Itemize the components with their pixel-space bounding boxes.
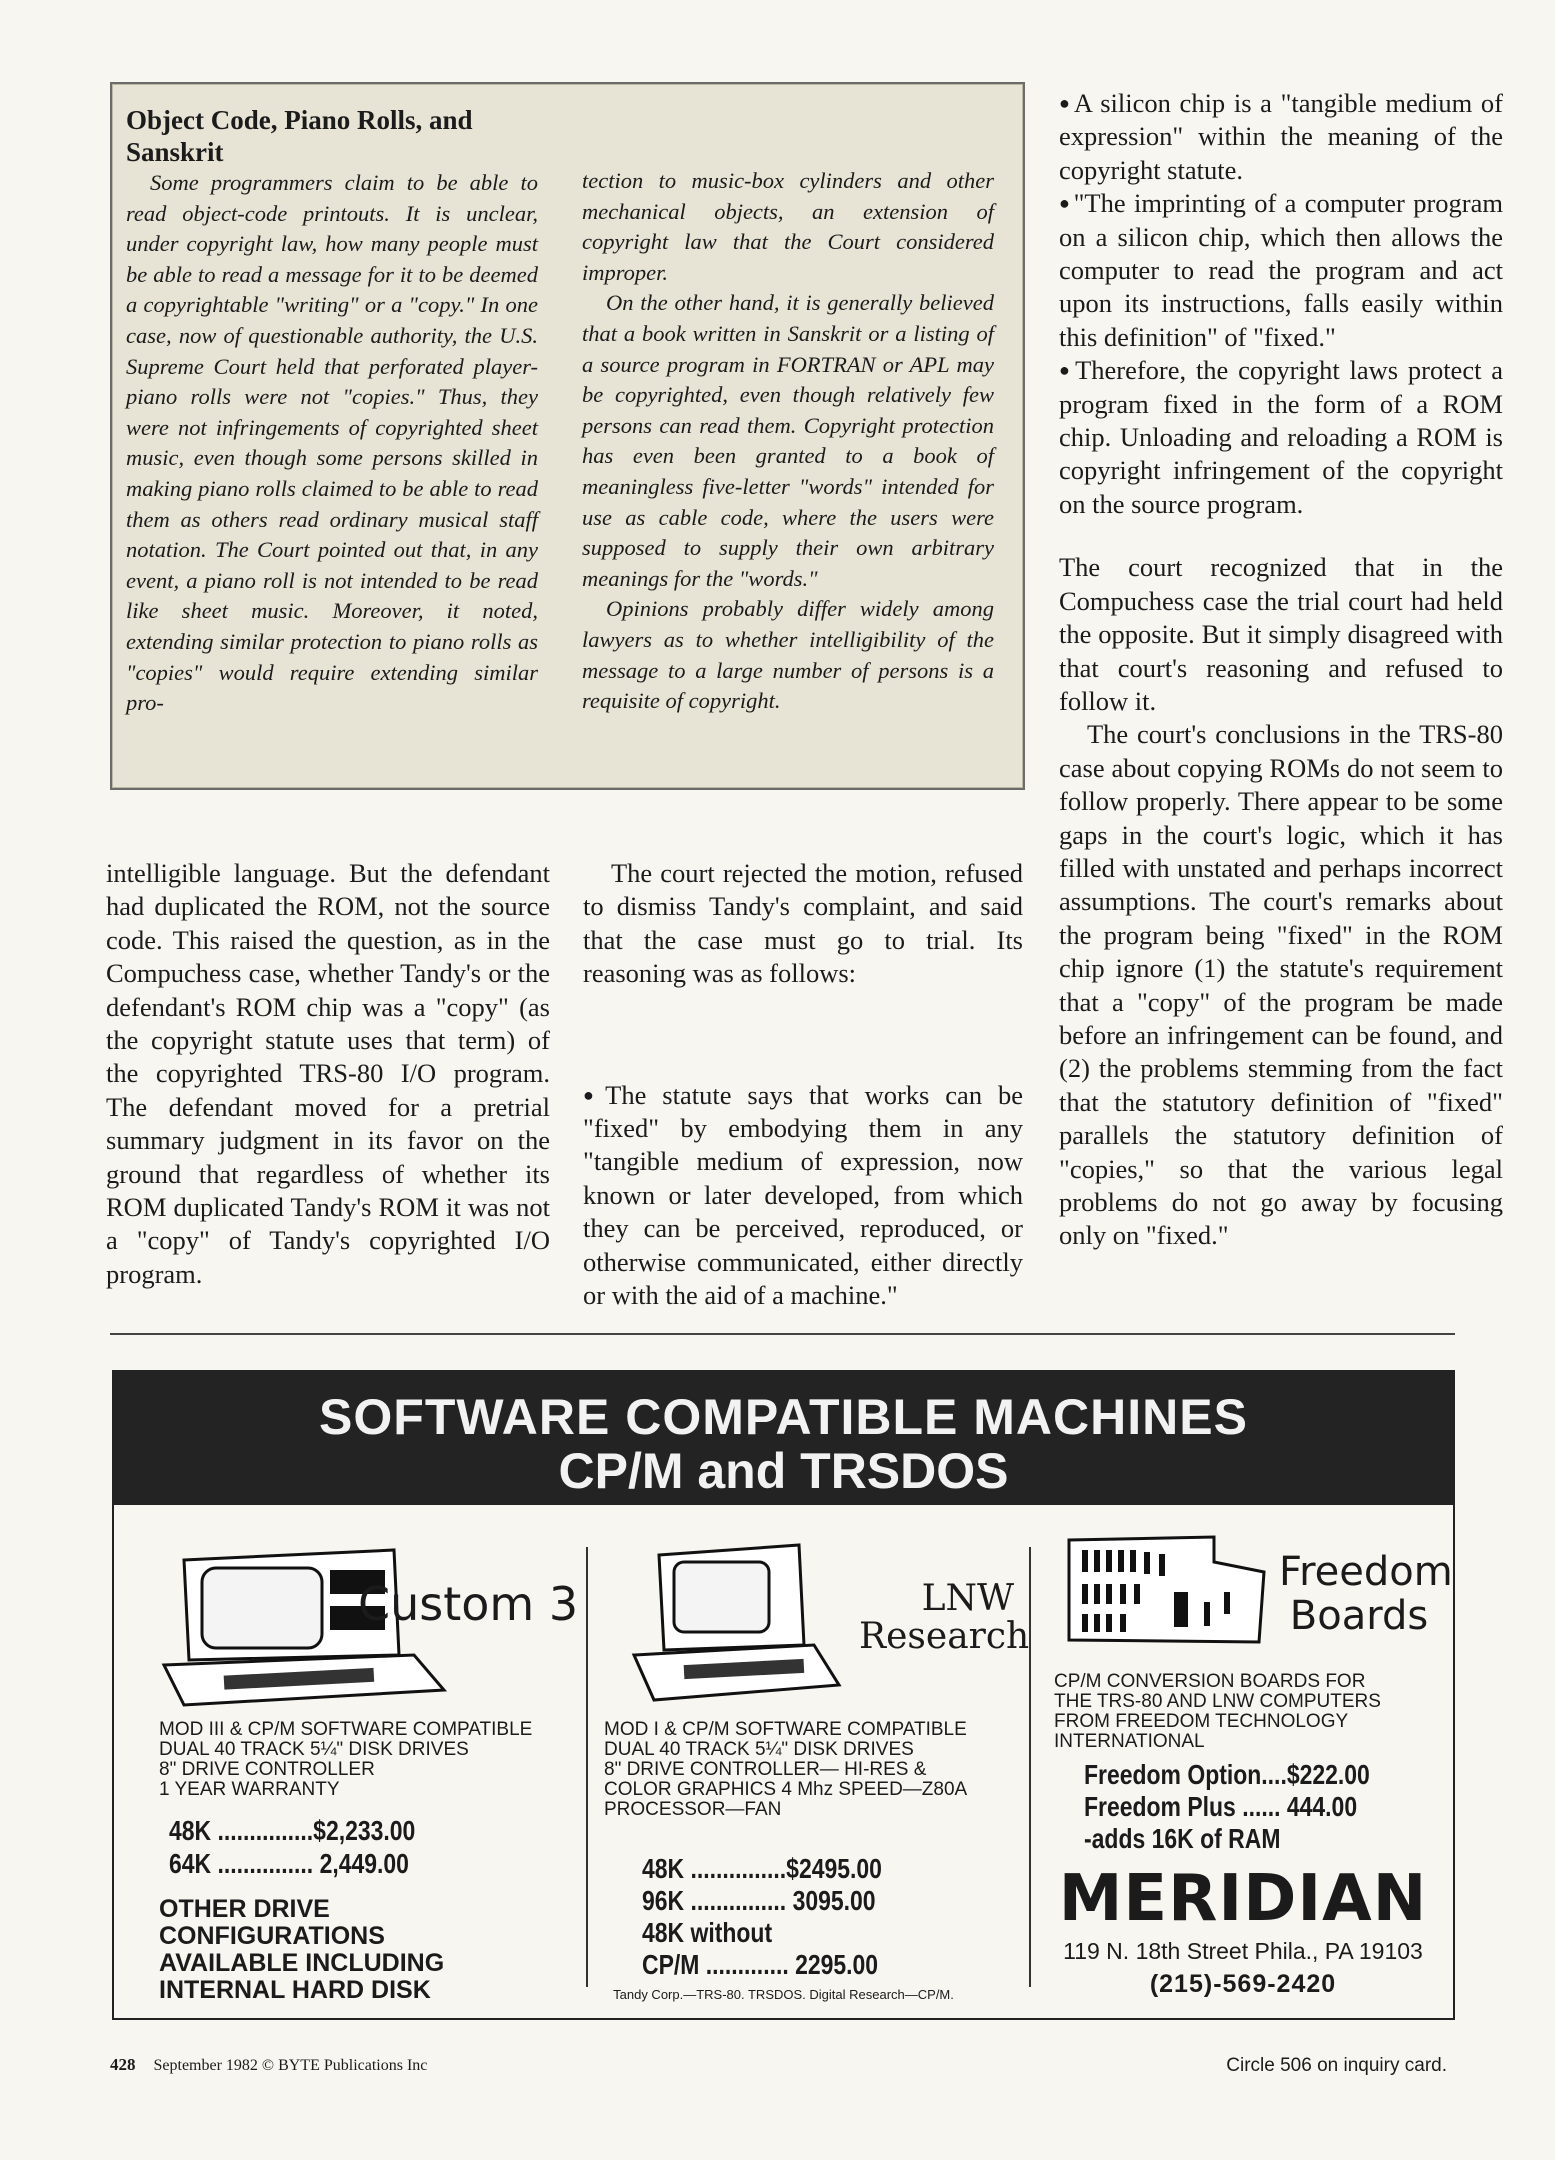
lnw-price-48k: 48K ...............$2495.00 xyxy=(642,1853,882,1884)
article-column-1 xyxy=(106,857,550,1291)
ad-trademark-footnote: Tandy Corp.—TRS-80. TRSDOS. Digital Research—CP/M. xyxy=(613,1987,954,2002)
lnw-brand xyxy=(859,1578,1030,1657)
custom3-price-64k: 64K ............... 2,449.00 xyxy=(169,1848,409,1879)
article-bullet xyxy=(1059,87,1503,187)
bullet-icon xyxy=(1059,88,1074,118)
custom3-brand: Custom 3 xyxy=(358,1577,579,1631)
sidebar-title: Object Code, Piano Rolls, and Sanskrit xyxy=(126,105,473,167)
article-paragraph: The court rejected the motion, refused to dismiss Tandy's complaint, and said that the case must go to trial. Its reasoning was as follows: xyxy=(583,858,1023,989)
desc-line: PROCESSOR—FAN xyxy=(604,1799,782,1820)
sidebar-right-column xyxy=(582,166,994,717)
freedom-option-price: Freedom Option....$222.00 xyxy=(1084,1759,1370,1790)
desc-line: COLOR GRAPHICS 4 Mhz SPEED—Z80A xyxy=(604,1779,968,1800)
desc-line: 8" DRIVE CONTROLLER— HI-RES & xyxy=(604,1759,927,1780)
article-paragraph: intelligible language. But the defendant had duplicated the ROM, not the source code. This raised the question, as in the Compuchess case, whether Tandy's or the defendant's ROM chip was a "copy" (as the copyright statute uses that term) of the copyrighted TRS-80 I/O program. The defendant moved for a pretrial summary judgment in its favor on the ground that regardless of whether its ROM duplicated Tandy's ROM it was not a "copy" of Tandy's copyrighted I/O program. xyxy=(106,858,550,1289)
page-number: 428 xyxy=(110,2055,136,2074)
desc-line: 1 YEAR WARRANTY xyxy=(159,1779,340,1800)
custom3-price-48k: 48K ...............$2,233.00 xyxy=(169,1815,416,1846)
ad-headline: SOFTWARE COMPATIBLE MACHINES xyxy=(319,1389,1248,1445)
brand-line: Boards xyxy=(1289,1593,1429,1639)
meridian-logo: MERIDIAN xyxy=(1058,1862,1428,1936)
freedom-description xyxy=(1054,1672,1381,1752)
sidebar-paragraph: Opinions probably differ widely among lawyers as to whether intelligibility of the message to a large number of persons is a requisite of copyright. xyxy=(582,596,994,714)
desc-line: MOD I & CP/M SOFTWARE COMPATIBLE xyxy=(604,1719,967,1740)
circuit-board-icon xyxy=(1064,1532,1274,1647)
ad-column-divider xyxy=(586,1547,588,1987)
freedom-brand xyxy=(1279,1549,1453,1639)
desc-line: DUAL 40 TRACK 5¼" DISK DRIVES xyxy=(604,1739,914,1760)
bullet-text: Therefore, the copyright laws protect a program fixed in the form of a ROM chip. Unloading and reloading a ROM is copyright infringement of the copyright on the source program. xyxy=(1059,355,1504,519)
desc-line: 8" DRIVE CONTROLLER xyxy=(159,1759,375,1780)
custom3-other-configs: OTHER DRIVE CONFIGURATIONS AVAILABLE INCLUDING INTERNAL HARD DISK xyxy=(159,1895,445,2004)
freedom-plus-price: Freedom Plus ...... 444.00 xyxy=(1084,1791,1358,1822)
footer-left xyxy=(110,2055,427,2075)
desc-line: FROM FREEDOM TECHNOLOGY xyxy=(1054,1711,1349,1732)
custom3-description xyxy=(159,1720,532,1800)
sidebar-box xyxy=(110,82,1025,790)
bullet-icon xyxy=(1059,188,1074,218)
inquiry-circle: Circle 506 on inquiry card. xyxy=(1226,2055,1447,2076)
desc-line: CP/M CONVERSION BOARDS FOR xyxy=(1054,1671,1366,1692)
brand-line: Freedom xyxy=(1279,1549,1453,1595)
bullet-text: The statute says that works can be "fixed" by embodying them in any "tangible medium of expression, now known or later developed, from which they can be perceived, reproduced, or otherwise communicated, either directly or with the aid of a machine." xyxy=(583,1079,1023,1311)
ad-subheadline: CP/M and TRSDOS xyxy=(558,1443,1009,1499)
bullet-text: A silicon chip is a "tangible medium of expression" within the meaning of the copyright statute. xyxy=(1059,88,1503,185)
sidebar-left-column xyxy=(126,168,538,719)
advertisement xyxy=(112,1370,1455,2020)
brand-line: LNW xyxy=(921,1578,1014,1619)
meridian-address: 119 N. 18th Street Phila., PA 19103 xyxy=(1063,1938,1423,1964)
article-bullet xyxy=(583,1079,1023,1313)
article-paragraph: The court's conclusions in the TRS-80 case about copying ROMs do not seem to follow properly. There appear to be some gaps in the court's logic, which it has filled with unstated and perhaps incorrect assumptions. The court's remarks about the program being "fixed" in the ROM chip ignore (1) the statute's requirement that a "copy" of the program be made before an infringement can be found, and (2) the problems stemming from the fact that the statutory definition of "fixed" parallels the statutory definition of "copies," so that the various legal problems do not go away by focusing only on "fixed." xyxy=(1059,719,1503,1251)
desc-line: DUAL 40 TRACK 5¼" DISK DRIVES xyxy=(159,1739,469,1760)
bullet-text: "The imprinting of a computer program on a silicon chip, which then allows the computer to read the program and act upon its instructions, falls easily within this definition" of "fixed." xyxy=(1059,188,1503,352)
article-paragraph: The court recognized that in the Compuchess case the trial court had held the opposite. But it simply disagreed with that court's reasoning and refused to follow it. xyxy=(1059,552,1503,716)
article-column-2 xyxy=(583,857,1023,1312)
bullet-icon xyxy=(583,1080,605,1110)
desc-line: THE TRS-80 AND LNW COMPUTERS xyxy=(1054,1691,1381,1712)
issue-info: September 1982 © BYTE Publications Inc xyxy=(153,2057,428,2074)
article-bullet xyxy=(1059,187,1503,354)
lnw-price-96k: 96K ............... 3095.00 xyxy=(642,1885,876,1916)
meridian-phone: (215)-569-2420 xyxy=(1149,1970,1337,1998)
desc-line: INTERNATIONAL xyxy=(1054,1731,1205,1752)
desc-line: MOD III & CP/M SOFTWARE COMPATIBLE xyxy=(159,1719,533,1740)
lnw-computer-icon xyxy=(624,1540,854,1710)
sidebar-paragraph: tection to music-box cylinders and other mechanical objects, an extension of copyright law that the Court considered improper. xyxy=(582,168,994,285)
page-divider xyxy=(110,1333,1455,1335)
bullet-icon xyxy=(1059,355,1075,385)
brand-line: Research xyxy=(859,1616,1030,1657)
sidebar-paragraph: Some programmers claim to be able to read object-code printouts. It is unclear, under copyright law, how many people must be able to read a message for it to be deemed a copyrightable "writing" or a "copy." In one case, now of questionable authority, the U.S. Supreme Court held that perforated player-piano rolls were not "copies." Thus, they were not infringements of copyrighted sheet music, even though some persons skilled in making piano rolls claimed to be able to read them as others read ordinary musical staff notation. The Court pointed out that, in any event, a piano roll is not intended to be read like sheet music. Moreover, it noted, extending similar protection to piano rolls as "copies" would require extending similar pro- xyxy=(126,170,538,716)
lnw-description xyxy=(604,1720,967,1820)
lnw-price-cpm: CP/M ............. 2295.00 xyxy=(642,1949,879,1980)
article-bullet xyxy=(1059,354,1503,521)
article-column-3 xyxy=(1059,87,1503,1253)
ad-banner xyxy=(114,1372,1453,1505)
freedom-adds-ram: -adds 16K of RAM xyxy=(1084,1823,1281,1854)
sidebar-paragraph: On the other hand, it is generally believed that a book written in Sanskrit or a listing of a source program in FORTRAN or APL may be copyrighted, even though relatively few persons can read them. Copyright protection has even been granted to a book of meaningless five-letter "words" intended for use as cable code, where the users were supposed to supply their own arbitrary meanings for the "words." xyxy=(582,290,994,591)
lnw-price-48k-without: 48K without xyxy=(642,1917,773,1948)
